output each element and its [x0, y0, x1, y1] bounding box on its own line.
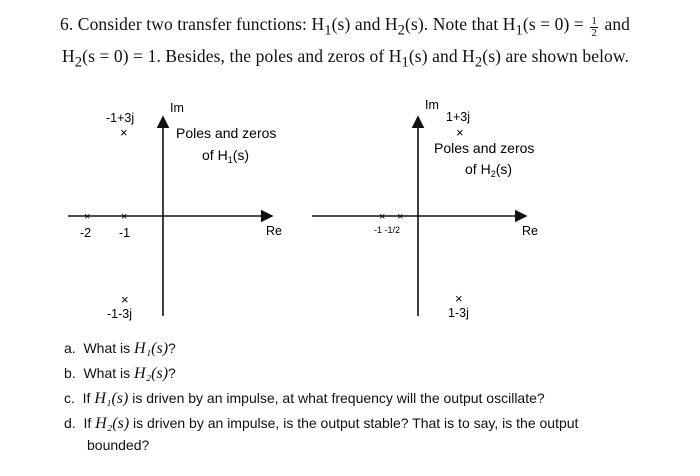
question-a [64, 340, 176, 358]
problem-text: 6. Consider two transfer functions: H [60, 14, 325, 34]
question-d [64, 415, 578, 433]
math-expression: H₁(s) [94, 390, 129, 407]
problem-text: and [604, 14, 631, 34]
problem-text: (s) and H [408, 46, 475, 66]
problem-text: H [62, 46, 75, 66]
tick-label-neg1: -1 [119, 226, 131, 240]
problem-text: (s) and H [331, 14, 398, 34]
question-b [64, 365, 176, 383]
pole-label-upper: -1+3j [106, 111, 135, 125]
question-text: What is [83, 365, 135, 381]
pole-marker-lower: × [121, 292, 129, 307]
question-label: b. [64, 365, 76, 381]
question-label: c. [64, 390, 75, 406]
plot-subtitle-text: of H [202, 147, 228, 163]
im-axis-label: Im [425, 98, 439, 112]
pole-marker-upper: × [456, 125, 464, 140]
pole-marker-upper: × [120, 125, 128, 140]
subscript: 2 [474, 54, 483, 71]
pole-marker-real-neg2: × [84, 211, 91, 223]
pole-label-upper: 1+3j [446, 110, 470, 124]
plot-subtitle-end: (s) [495, 161, 513, 177]
pole-zero-plot-2 [312, 98, 538, 320]
plot-title: Poles and zeros [434, 140, 535, 156]
subscript: 1 [515, 22, 523, 39]
subscript: 2 [74, 54, 83, 71]
question-text: ? [168, 340, 176, 356]
question-c [64, 390, 545, 408]
plot-subtitle-sub: 2 [490, 169, 496, 179]
question-d-continuation [87, 437, 149, 453]
question-text: If [83, 415, 96, 431]
tick-labels: -1 -1/2 [374, 225, 401, 235]
question-text: ? [168, 365, 176, 381]
im-axis-label: Im [170, 101, 184, 115]
math-expression: H₂(s) [95, 415, 130, 432]
plot-subtitle [202, 147, 249, 165]
plot-subtitle-sub: 1 [227, 155, 233, 165]
pole-marker-real-neg1: × [121, 211, 128, 223]
subscript: 1 [324, 22, 332, 39]
pole-label-lower: -1-3j [107, 307, 133, 321]
pole-zero-plot-1 [68, 101, 282, 321]
plot-subtitle [465, 161, 512, 179]
fraction-numerator: 1 [591, 15, 597, 27]
subscript: 1 [401, 54, 409, 71]
math-expression: H₂(s) [134, 365, 169, 382]
question-text: is driven by an impulse, at what frequency will the output oscillate? [128, 390, 545, 406]
pole-marker-real-neg-half: × [397, 211, 404, 223]
plot-title: Poles and zeros [176, 125, 277, 141]
pole-marker-lower: × [455, 291, 463, 306]
subscript: 2 [397, 22, 406, 39]
plot-subtitle-text: of H [465, 161, 491, 177]
problem-text: (s = 0) = [522, 14, 584, 34]
math-expression: H₁(s) [134, 340, 169, 357]
tick-label-neg2: -2 [80, 226, 92, 240]
question-text: bounded? [87, 437, 150, 453]
question-text: What is [83, 340, 135, 356]
plot-subtitle-end: (s) [232, 147, 250, 163]
pole-marker-real-neg1: × [379, 211, 386, 223]
question-text: is driven by an impulse, is the output stable? That is to say, is the output [129, 415, 579, 431]
problem-text: (s = 0) = 1. Besides, the poles and zeros of H [82, 46, 402, 66]
problem-text: (s) are shown below. [482, 46, 629, 66]
re-axis-label: Re [522, 224, 538, 238]
problem-text: (s). Note that H [405, 14, 516, 34]
question-text: If [82, 390, 95, 406]
question-label: a. [64, 340, 76, 356]
question-label: d. [64, 415, 76, 431]
re-axis-label: Re [266, 224, 282, 238]
pole-label-lower: 1-3j [448, 306, 469, 320]
fraction-denominator: 2 [591, 27, 597, 39]
